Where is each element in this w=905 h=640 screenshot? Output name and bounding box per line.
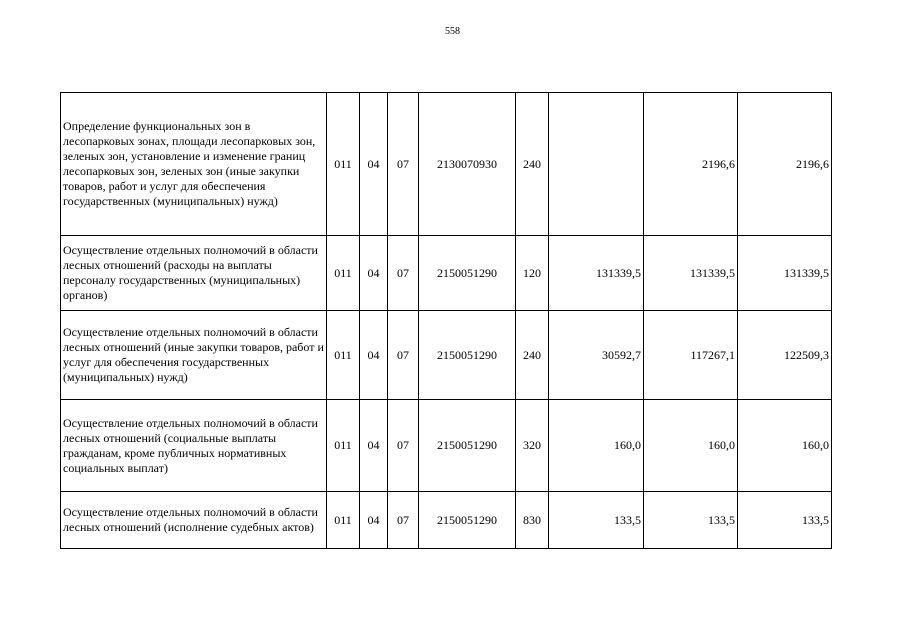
- table-row: [61, 93, 832, 236]
- ministry-code: 011: [327, 492, 360, 549]
- expense-name: Осуществление отдельных полномочий в области лесных отношений (социальные выплаты гражданам, кроме публичных нормативных социальных выплат): [61, 400, 327, 492]
- target-article-code: 2130070930: [419, 93, 516, 236]
- ministry-code: 011: [327, 236, 360, 311]
- amount-2: 2196,6: [644, 93, 738, 236]
- amount-3: 2196,6: [738, 93, 832, 236]
- amount-1: 131339,5: [549, 236, 644, 311]
- subsection-code: 07: [388, 400, 419, 492]
- amount-3: 131339,5: [738, 236, 832, 311]
- section-code: 04: [360, 93, 388, 236]
- amount-1: 30592,7: [549, 311, 644, 400]
- expense-name: Осуществление отдельных полномочий в области лесных отношений (расходы на выплаты персоналу государственных (муниципальных) органов): [61, 236, 327, 311]
- amount-2: 117267,1: [644, 311, 738, 400]
- amount-2: 133,5: [644, 492, 738, 549]
- target-article-code: 2150051290: [419, 236, 516, 311]
- section-code: 04: [360, 311, 388, 400]
- ministry-code: 011: [327, 400, 360, 492]
- amount-2: 131339,5: [644, 236, 738, 311]
- expense-type-code: 120: [516, 236, 549, 311]
- expense-name: Осуществление отдельных полномочий в области лесных отношений (иные закупки товаров, работ и услуг для обеспечения государственных (муниципальных) нужд): [61, 311, 327, 400]
- amount-3: 160,0: [738, 400, 832, 492]
- expense-type-code: 240: [516, 311, 549, 400]
- target-article-code: 2150051290: [419, 492, 516, 549]
- expense-type-code: 240: [516, 93, 549, 236]
- subsection-code: 07: [388, 311, 419, 400]
- subsection-code: 07: [388, 236, 419, 311]
- expense-type-code: 830: [516, 492, 549, 549]
- amount-3: 122509,3: [738, 311, 832, 400]
- table-row: [61, 400, 832, 492]
- expense-name: Осуществление отдельных полномочий в области лесных отношений (исполнение судебных актов): [61, 492, 327, 549]
- amount-2: 160,0: [644, 400, 738, 492]
- amount-1: [549, 93, 644, 236]
- table-row: [61, 236, 832, 311]
- subsection-code: 07: [388, 93, 419, 236]
- section-code: 04: [360, 400, 388, 492]
- target-article-code: 2150051290: [419, 311, 516, 400]
- budget-table: [60, 92, 832, 549]
- section-code: 04: [360, 492, 388, 549]
- amount-1: 160,0: [549, 400, 644, 492]
- table-row: [61, 492, 832, 549]
- section-code: 04: [360, 236, 388, 311]
- subsection-code: 07: [388, 492, 419, 549]
- expense-name: Определение функциональных зон в лесопарковых зонах, площади лесопарковых зон, зеленых зон, установление и изменение границ лесопарковых зон, зеленых зон (иные закупки товаров, работ и услуг для обеспечения государственных (муниципальных) нужд): [61, 93, 327, 236]
- table-row: [61, 311, 832, 400]
- amount-1: 133,5: [549, 492, 644, 549]
- ministry-code: 011: [327, 311, 360, 400]
- expense-type-code: 320: [516, 400, 549, 492]
- target-article-code: 2150051290: [419, 400, 516, 492]
- ministry-code: 011: [327, 93, 360, 236]
- page-number: 558: [445, 26, 460, 37]
- amount-3: 133,5: [738, 492, 832, 549]
